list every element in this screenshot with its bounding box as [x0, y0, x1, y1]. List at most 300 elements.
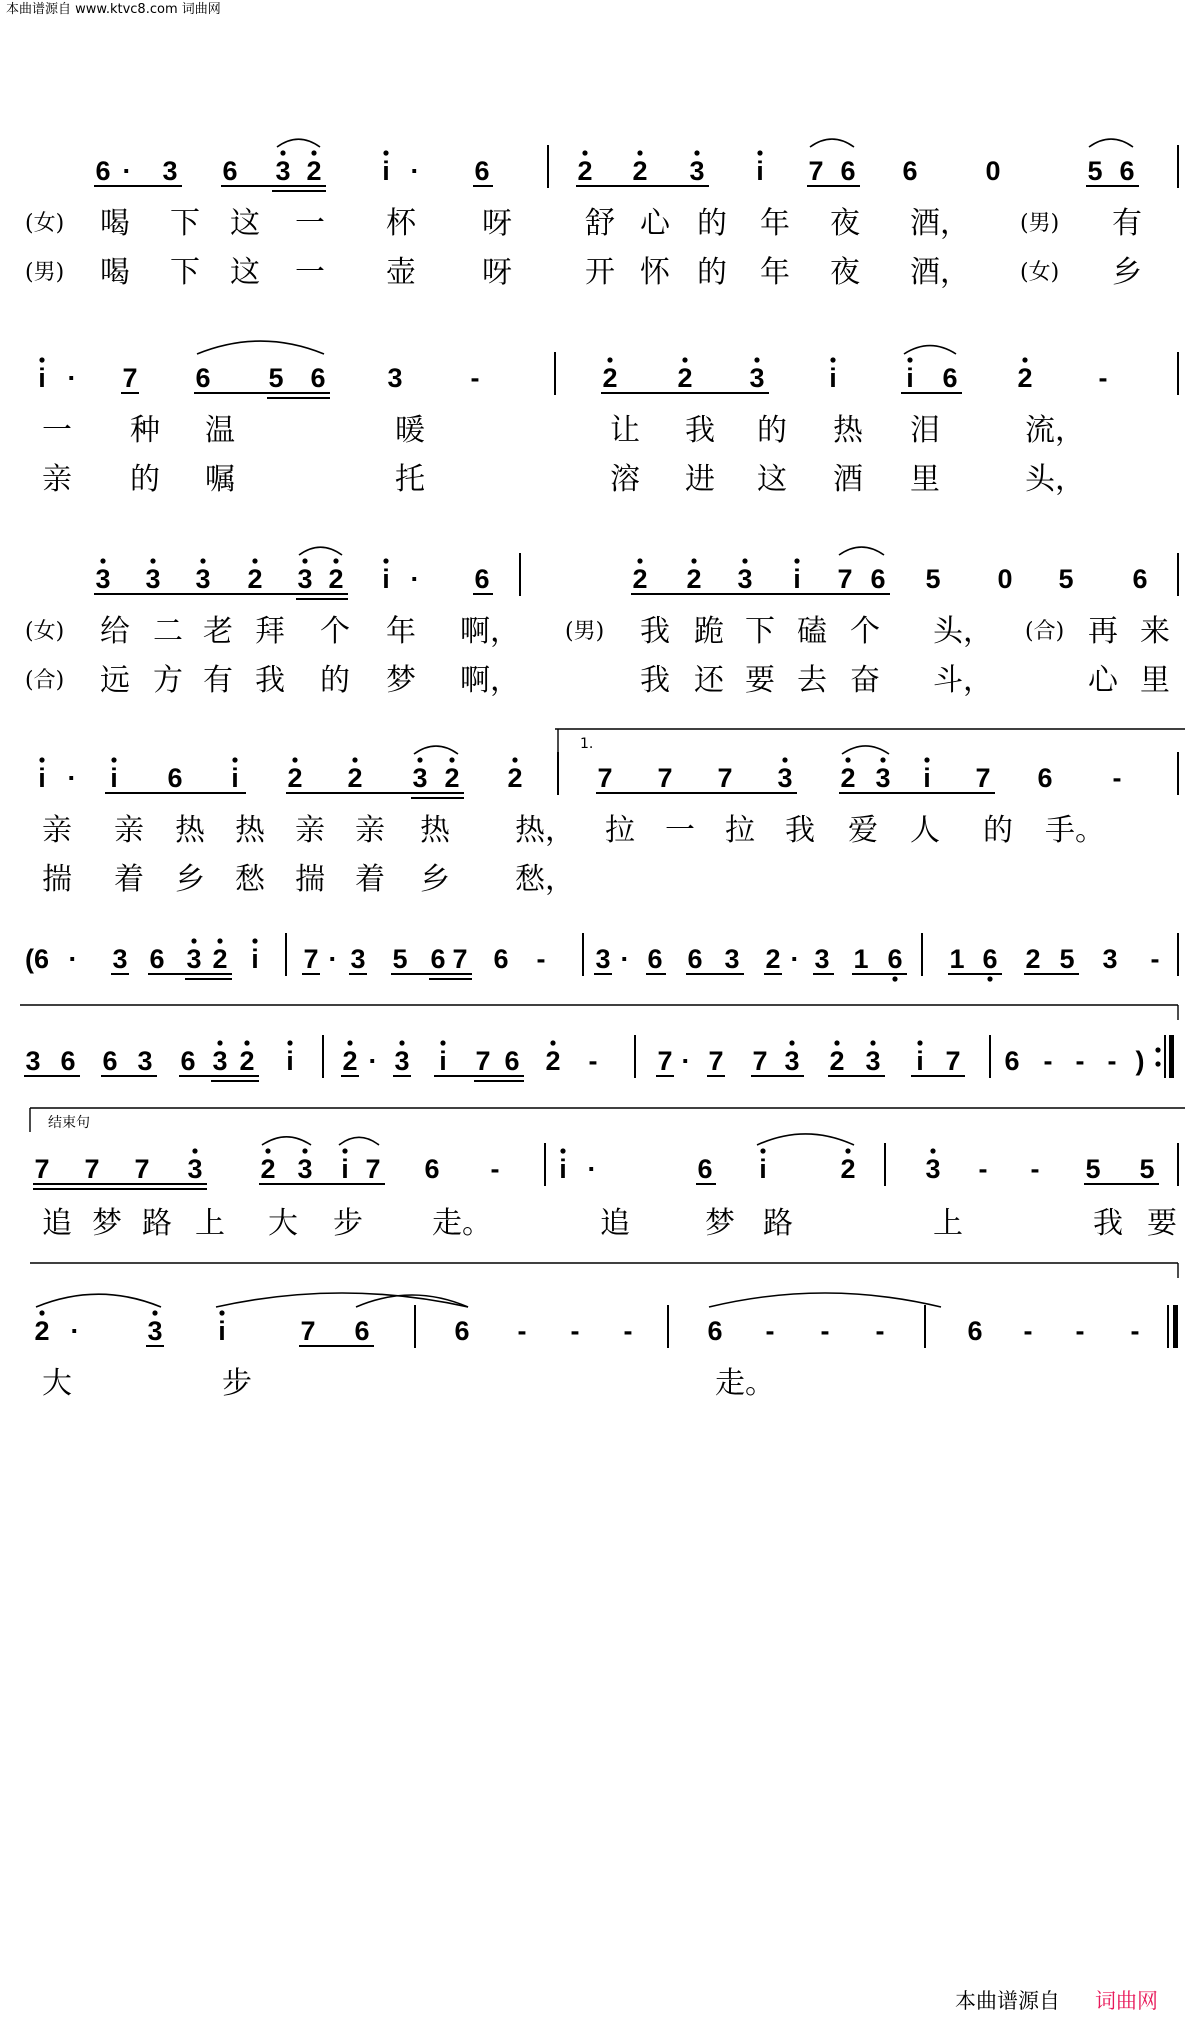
- lyric-char: 下: [170, 255, 200, 290]
- note-6: 6: [195, 363, 211, 393]
- note-6: 6: [474, 156, 490, 186]
- note-3: 3: [814, 944, 830, 974]
- lyric-char: 年: [760, 206, 790, 241]
- note-3: 3: [187, 1154, 203, 1184]
- lyric-char: 着: [355, 862, 385, 897]
- note-6: 6: [222, 156, 238, 186]
- lyric-char: 梦: [92, 1206, 122, 1241]
- note-2: 2: [260, 1154, 276, 1184]
- note-dash: -: [978, 1154, 988, 1184]
- note-7: 7: [365, 1154, 381, 1184]
- note-5: 5: [1059, 944, 1075, 974]
- octave-high-dot: [100, 558, 105, 563]
- note-2: 2: [677, 363, 693, 393]
- note-6: 6: [424, 1154, 440, 1184]
- lyric-char: 嘱: [205, 462, 235, 497]
- lyric-char: 怀: [640, 255, 670, 290]
- note-3: 3: [145, 564, 161, 594]
- lyric-char: 里: [1140, 663, 1170, 698]
- note-dot: ·: [68, 944, 78, 974]
- note-6: 6: [430, 944, 446, 974]
- lyric-char: 二: [153, 614, 183, 649]
- octave-high-dot: [280, 150, 285, 155]
- lyric-char: 方: [153, 663, 183, 698]
- note-6: 6: [493, 944, 509, 974]
- lyric-char: 心: [1088, 663, 1118, 698]
- note-2: 2: [765, 944, 781, 974]
- lyric-char: 拉: [725, 813, 755, 848]
- note-i: i: [916, 1046, 924, 1076]
- lyric-char: 亲: [42, 462, 72, 497]
- note-i: i: [218, 1316, 226, 1346]
- note-3: 3: [387, 363, 403, 393]
- repeat-bar-thick: [1169, 1035, 1174, 1078]
- lyric-char: 路: [142, 1206, 172, 1241]
- note-dash: -: [1023, 1316, 1033, 1346]
- note-2: 2: [247, 564, 263, 594]
- note-2: 2: [342, 1046, 358, 1076]
- octave-high-dot: [287, 1040, 292, 1045]
- note-7: 7: [752, 1046, 768, 1076]
- octave-high-dot: [417, 757, 422, 762]
- lyric-char: 梦: [705, 1206, 735, 1241]
- note-0: 0: [985, 156, 1001, 186]
- repeat-dot: [1155, 1061, 1160, 1066]
- note-i: i: [759, 1154, 767, 1184]
- note-i: i: [341, 1154, 349, 1184]
- lyric-char: 梦: [386, 663, 416, 698]
- lyric-char: 步: [222, 1366, 252, 1401]
- octave-high-dot: [1022, 357, 1027, 362]
- role-marker: (合): [25, 668, 65, 693]
- lyric-char: 喝: [100, 206, 130, 241]
- note-3: 3: [394, 1046, 410, 1076]
- role-marker: (女): [1020, 260, 1060, 285]
- lyric-char: 的: [130, 462, 160, 497]
- octave-high-dot: [191, 938, 196, 943]
- note-6: 6: [902, 156, 918, 186]
- lyric-char: 再: [1088, 614, 1118, 649]
- octave-high-dot: [192, 1148, 197, 1153]
- lyric-char: 远: [100, 663, 130, 698]
- octave-high-dot: [754, 357, 759, 362]
- lyric-char: 有: [1112, 206, 1142, 241]
- note-2: 2: [829, 1046, 845, 1076]
- note-dash: -: [570, 1316, 580, 1346]
- note-7: 7: [452, 944, 468, 974]
- lyric-char: 的: [983, 813, 1013, 848]
- octave-high-dot: [742, 558, 747, 563]
- note-7: 7: [808, 156, 824, 186]
- note-7: 7: [945, 1046, 961, 1076]
- note-3: 3: [412, 763, 428, 793]
- lyric-char: 爱: [848, 813, 878, 848]
- lyric-char: 奋: [850, 663, 880, 698]
- lyric-char: 这: [230, 255, 260, 290]
- lyric-char: 我: [785, 813, 815, 848]
- octave-high-dot: [200, 558, 205, 563]
- lyric-char: 夜: [830, 255, 860, 290]
- note-dash: -: [820, 1316, 830, 1346]
- lyric-char: 暖: [395, 413, 425, 448]
- note-i: i: [286, 1046, 294, 1076]
- note-2: 2: [632, 156, 648, 186]
- lyric-char: 啊，: [460, 614, 520, 649]
- note-6: 6: [1037, 763, 1053, 793]
- note-6: 6: [942, 363, 958, 393]
- note-dot: ·: [620, 944, 630, 974]
- lyric-char: 啊，: [460, 663, 520, 698]
- note-6: 6: [167, 763, 183, 793]
- octave-high-dot: [292, 757, 297, 762]
- note-3: 3: [195, 564, 211, 594]
- note-2: 2: [306, 156, 322, 186]
- lyric-char: 乡: [175, 862, 205, 897]
- note-i: i: [439, 1046, 447, 1076]
- note-i: i: [251, 944, 259, 974]
- note-dot: ·: [67, 763, 77, 793]
- lyric-char: 下: [745, 614, 775, 649]
- note-6: 6: [180, 1046, 196, 1076]
- lyric-char: 舒: [585, 206, 615, 241]
- note-dot: ·: [587, 1154, 597, 1184]
- octave-high-dot: [232, 757, 237, 762]
- note-dot: ·: [70, 1316, 80, 1346]
- note-6: 6: [647, 944, 663, 974]
- note-2: 2: [632, 564, 648, 594]
- lyric-char: 心: [640, 206, 670, 241]
- note-6: (6: [24, 944, 50, 974]
- note-i: i: [231, 763, 239, 793]
- note-7: 7: [84, 1154, 100, 1184]
- octave-high-dot: [252, 938, 257, 943]
- octave-high-dot: [757, 150, 762, 155]
- octave-high-dot: [383, 558, 388, 563]
- note-dash: -: [1112, 763, 1122, 793]
- lyric-char: 上: [195, 1206, 225, 1241]
- lyric-char: 托: [395, 462, 425, 497]
- note-dash: -: [1150, 944, 1160, 974]
- note-dash: -: [1098, 363, 1108, 393]
- slur-tie: [842, 746, 889, 754]
- lyric-char: 走。: [432, 1206, 492, 1241]
- lyric-char: 溶: [610, 462, 640, 497]
- lyric-char: 追: [42, 1206, 72, 1241]
- slur-tie: [839, 547, 884, 555]
- lyric-char: 来: [1140, 614, 1170, 649]
- lyric-char: 拉: [605, 813, 635, 848]
- role-marker: (合): [1025, 619, 1065, 644]
- lyric-char: 给: [100, 614, 130, 649]
- note-dash: -: [490, 1154, 500, 1184]
- note-3: 3: [737, 564, 753, 594]
- lyric-char: 热: [175, 813, 205, 848]
- lyric-char: 夜: [830, 206, 860, 241]
- note-i: i: [793, 564, 801, 594]
- note-3: 3: [1102, 944, 1118, 974]
- octave-high-dot: [845, 757, 850, 762]
- octave-high-dot: [607, 357, 612, 362]
- lyric-char: 种: [130, 413, 160, 448]
- lyric-char: 进: [685, 462, 715, 497]
- lyric-char: 斗，: [933, 663, 993, 698]
- note-3: 3: [147, 1316, 163, 1346]
- lyric-char: 拜: [255, 614, 285, 649]
- slur-tie: [709, 1293, 941, 1307]
- lyric-char: 的: [320, 663, 350, 698]
- note-dash: -: [1043, 1046, 1053, 1076]
- lyric-char: 亲: [355, 813, 385, 848]
- slur-tie: [1089, 139, 1133, 147]
- lyric-char: 这: [230, 206, 260, 241]
- lyric-char: 要: [1147, 1206, 1177, 1241]
- note-7: 7: [303, 944, 319, 974]
- octave-high-dot: [870, 1040, 875, 1045]
- octave-high-dot: [111, 757, 116, 762]
- slur-tie: [277, 139, 320, 147]
- octave-high-dot: [333, 558, 338, 563]
- note-i: i: [559, 1154, 567, 1184]
- note-2: 2: [686, 564, 702, 594]
- octave-high-dot: [399, 1040, 404, 1045]
- lyric-char: 让: [610, 413, 640, 448]
- note-dash: -: [1075, 1046, 1085, 1076]
- note-6: 6: [474, 564, 490, 594]
- note-dot: ·: [681, 1046, 691, 1076]
- lyric-char: 我: [685, 413, 715, 448]
- slur-tie: [262, 1137, 311, 1145]
- note-i: i: [906, 363, 914, 393]
- lyric-char: 揣: [42, 862, 72, 897]
- octave-high-dot: [383, 150, 388, 155]
- octave-high-dot: [845, 1148, 850, 1153]
- octave-high-dot: [907, 357, 912, 362]
- lyric-char: 着: [114, 862, 144, 897]
- octave-high-dot: [789, 1040, 794, 1045]
- lyric-char: 亲: [114, 813, 144, 848]
- lyric-char: 壶: [386, 255, 416, 290]
- octave-high-dot: [560, 1148, 565, 1153]
- lyric-char: 一: [295, 206, 325, 241]
- octave-high-dot: [219, 1310, 224, 1315]
- note-3: 3: [865, 1046, 881, 1076]
- octave-high-dot: [152, 1310, 157, 1315]
- note-2: 2: [212, 944, 228, 974]
- lyric-char: 下: [170, 206, 200, 241]
- lyric-char: 大: [268, 1206, 298, 1241]
- note-6: 6: [60, 1046, 76, 1076]
- note-7: 7: [300, 1316, 316, 1346]
- note-dash: -: [588, 1046, 598, 1076]
- footer-source-label: 本曲谱源自: [955, 1989, 1060, 2013]
- lyric-char: 的: [697, 206, 727, 241]
- note-i: i: [38, 363, 46, 393]
- note-i: i: [382, 564, 390, 594]
- lyric-char: 热: [235, 813, 265, 848]
- lyric-char: 热，: [515, 813, 575, 848]
- slur-tie: [757, 1134, 854, 1145]
- note-7: 7: [475, 1046, 491, 1076]
- octave-high-dot: [834, 1040, 839, 1045]
- note-3: 3: [724, 944, 740, 974]
- note-5: 5: [1087, 156, 1103, 186]
- note-7: 7: [34, 1154, 50, 1184]
- note-3: 3: [297, 1154, 313, 1184]
- note-6: 6: [840, 156, 856, 186]
- note-dash: -: [470, 363, 480, 393]
- lyric-char: 一: [295, 255, 325, 290]
- role-marker: (男): [25, 260, 65, 285]
- note-2: 2: [507, 763, 523, 793]
- slur-tie: [904, 346, 956, 354]
- lyric-char: 杯: [386, 206, 416, 241]
- lyric-char: 大: [42, 1366, 72, 1401]
- note-2: 2: [347, 763, 363, 793]
- lyric-char: 还: [694, 663, 724, 698]
- note-7: 7: [717, 763, 733, 793]
- note-2: 2: [1017, 363, 1033, 393]
- note-3: 3: [162, 156, 178, 186]
- note-0: 0: [997, 564, 1013, 594]
- octave-high-dot: [512, 757, 517, 762]
- lyric-char: 泪: [910, 413, 940, 448]
- note-7: 7: [134, 1154, 150, 1184]
- lyric-char: 呀: [482, 206, 512, 241]
- octave-high-dot: [682, 357, 687, 362]
- lyric-char: 呀: [482, 255, 512, 290]
- lyric-char: 一: [665, 813, 695, 848]
- note-6: 6: [354, 1316, 370, 1346]
- role-marker: (男): [1020, 211, 1060, 236]
- octave-high-dot: [691, 558, 696, 563]
- note-5: 5: [1058, 564, 1074, 594]
- slur-tie: [36, 1294, 161, 1307]
- note-6: 6: [1119, 156, 1135, 186]
- lyric-char: 我: [255, 663, 285, 698]
- lyric-char: 上: [933, 1206, 963, 1241]
- lyric-char: 一: [42, 413, 72, 448]
- octave-high-dot: [265, 1148, 270, 1153]
- note-dash: -: [1107, 1046, 1117, 1076]
- octave-high-dot: [694, 150, 699, 155]
- lyric-char: 酒: [833, 462, 863, 497]
- octave-high-dot: [244, 1040, 249, 1045]
- note-6: 6: [149, 944, 165, 974]
- octave-high-dot: [217, 938, 222, 943]
- lyric-char: 亲: [42, 813, 72, 848]
- note-3: 3: [186, 944, 202, 974]
- lyric-char: 愁: [235, 862, 265, 897]
- octave-high-dot: [917, 1040, 922, 1045]
- slur-tie: [216, 1293, 468, 1307]
- note-6: 6: [504, 1046, 520, 1076]
- lyric-char: 路: [763, 1206, 793, 1241]
- lyric-char: 乡: [420, 862, 450, 897]
- note-dash: -: [875, 1316, 885, 1346]
- octave-high-dot: [782, 757, 787, 762]
- note-i: i: [110, 763, 118, 793]
- lyric-char: 个: [850, 614, 880, 649]
- octave-high-dot: [342, 1148, 347, 1153]
- lyric-char: 热: [833, 413, 863, 448]
- note-i: i: [829, 363, 837, 393]
- note-i: i: [38, 763, 46, 793]
- note-dot: ·: [410, 564, 420, 594]
- octave-high-dot: [794, 558, 799, 563]
- note-i: i: [382, 156, 390, 186]
- slur-tie: [197, 341, 324, 354]
- note-i: i: [923, 763, 931, 793]
- note-3: 3: [212, 1046, 228, 1076]
- lyric-char: 里: [910, 462, 940, 497]
- octave-low-dot: [892, 976, 897, 981]
- note-3: 3: [689, 156, 705, 186]
- lyric-char: 手。: [1045, 813, 1105, 848]
- lyric-char: 年: [760, 255, 790, 290]
- note-3: 3: [112, 944, 128, 974]
- header-source-text: 本曲谱源自 www.ktvc8.com 词曲网: [6, 2, 221, 17]
- note-2: 2: [1025, 944, 1041, 974]
- ending-label: 结束句: [48, 1115, 90, 1131]
- slur-tie: [299, 547, 342, 555]
- role-marker: (男): [565, 619, 605, 644]
- note-6: 6: [454, 1316, 470, 1346]
- note-5: 5: [1139, 1154, 1155, 1184]
- lyric-char: 要: [745, 663, 775, 698]
- volta-label: 1.: [580, 736, 594, 752]
- note-2: 2: [577, 156, 593, 186]
- note-6: 6: [982, 944, 998, 974]
- note-dot: ·: [790, 944, 800, 974]
- slur-tie: [339, 1137, 379, 1145]
- lyric-char: 喝: [100, 255, 130, 290]
- note-3: 3: [137, 1046, 153, 1076]
- note-6: 6: [967, 1316, 983, 1346]
- note-2: 2: [602, 363, 618, 393]
- note-3: 3: [875, 763, 891, 793]
- octave-high-dot: [924, 757, 929, 762]
- octave-high-dot: [39, 1310, 44, 1315]
- lyric-char: 去: [797, 663, 827, 698]
- note-6: 6: [310, 363, 326, 393]
- octave-high-dot: [302, 558, 307, 563]
- note-5: 5: [392, 944, 408, 974]
- octave-high-dot: [311, 150, 316, 155]
- note-dash: -: [623, 1316, 633, 1346]
- octave-high-dot: [930, 1148, 935, 1153]
- note-6: 6: [1004, 1046, 1020, 1076]
- note-7: 7: [837, 564, 853, 594]
- lyric-char: 年: [386, 614, 416, 649]
- note-3: 3: [749, 363, 765, 393]
- note-3: 3: [25, 1046, 41, 1076]
- octave-high-dot: [637, 558, 642, 563]
- note-i: i: [756, 156, 764, 186]
- note-3: 3: [925, 1154, 941, 1184]
- note-2: 2: [840, 1154, 856, 1184]
- note-dash: -: [1030, 1154, 1040, 1184]
- note-1: 1: [853, 944, 869, 974]
- octave-high-dot: [880, 757, 885, 762]
- final-bar-thick: [1173, 1305, 1178, 1348]
- lyric-char: 跪: [694, 614, 724, 649]
- note-2: 2: [545, 1046, 561, 1076]
- slur-tie: [810, 139, 854, 147]
- repeat-dot: [1155, 1047, 1160, 1052]
- note-2: 2: [840, 763, 856, 793]
- note-dash: -: [1130, 1316, 1140, 1346]
- note-3: 3: [595, 944, 611, 974]
